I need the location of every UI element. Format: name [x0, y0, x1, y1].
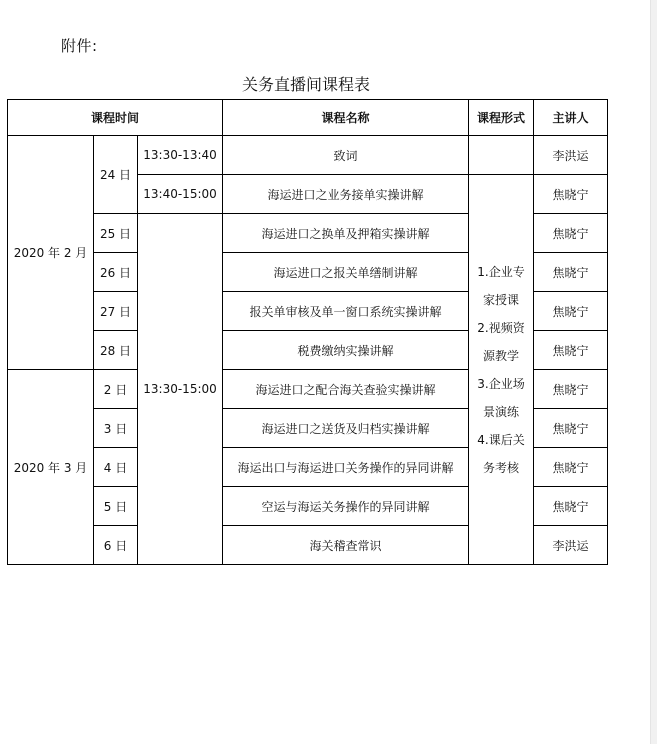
format-line: 源教学 — [483, 348, 520, 363]
month-cell-feb: 2020 年 2 月 — [8, 136, 94, 370]
format-line: 家授课 — [483, 292, 520, 307]
time-cell: 13:40-15:00 — [138, 175, 223, 214]
speaker-cell: 焦晓宁 — [534, 214, 608, 253]
course-format-cell — [469, 175, 534, 565]
time-cell-merged: 13:30-15:00 — [138, 214, 223, 565]
day-cell: 28 日 — [94, 331, 138, 370]
header-course-format: 课程形式 — [469, 100, 534, 136]
course-name-cell: 海运进口之报关单缮制讲解 — [223, 253, 469, 292]
format-line: 3.企业场 — [477, 376, 525, 391]
format-line: 4.课后关 — [477, 432, 525, 447]
course-name-cell: 空运与海运关务操作的异同讲解 — [223, 487, 469, 526]
time-cell: 13:30-13:40 — [138, 136, 223, 175]
month-cell-mar: 2020 年 3 月 — [8, 370, 94, 565]
format-line: 1.企业专 — [477, 264, 525, 279]
header-course-time: 课程时间 — [8, 100, 223, 136]
course-name-cell: 海运出口与海运进口关务操作的异同讲解 — [223, 448, 469, 487]
speaker-cell: 焦晓宁 — [534, 175, 608, 214]
speaker-cell: 焦晓宁 — [534, 370, 608, 409]
course-name-cell: 海运进口之业务接单实操讲解 — [223, 175, 469, 214]
speaker-cell: 焦晓宁 — [534, 448, 608, 487]
course-name-cell: 税费缴纳实操讲解 — [223, 331, 469, 370]
day-cell: 3 日 — [94, 409, 138, 448]
course-name-cell: 海运进口之配合海关查验实操讲解 — [223, 370, 469, 409]
speaker-cell: 焦晓宁 — [534, 409, 608, 448]
day-cell: 25 日 — [94, 214, 138, 253]
page-title: 关务直播间课程表 — [241, 75, 370, 94]
table-row — [8, 136, 608, 175]
header-course-name: 课程名称 — [223, 100, 469, 136]
format-cell-empty — [469, 136, 534, 175]
format-line: 务考核 — [483, 460, 520, 475]
speaker-cell: 焦晓宁 — [534, 487, 608, 526]
speaker-cell: 李洪运 — [534, 136, 608, 175]
course-name-cell: 海运进口之送货及归档实操讲解 — [223, 409, 469, 448]
day-cell: 6 日 — [94, 526, 138, 565]
table-header-row — [8, 100, 608, 136]
speaker-cell: 焦晓宁 — [534, 292, 608, 331]
day-cell: 24 日 — [94, 136, 138, 214]
scrollbar-track[interactable] — [650, 0, 657, 744]
day-cell: 5 日 — [94, 487, 138, 526]
attachment-label: 附件: — [61, 37, 98, 55]
speaker-cell: 焦晓宁 — [534, 331, 608, 370]
day-cell: 4 日 — [94, 448, 138, 487]
header-speaker: 主讲人 — [534, 100, 608, 136]
course-name-cell: 海运进口之换单及押箱实操讲解 — [223, 214, 469, 253]
day-cell: 27 日 — [94, 292, 138, 331]
format-line: 2.视频资 — [477, 320, 525, 335]
format-line: 景演练 — [483, 404, 520, 419]
course-schedule-table — [7, 99, 608, 565]
course-name-cell: 报关单审核及单一窗口系统实操讲解 — [223, 292, 469, 331]
speaker-cell: 李洪运 — [534, 526, 608, 565]
speaker-cell: 焦晓宁 — [534, 253, 608, 292]
course-name-cell: 致词 — [223, 136, 469, 175]
day-cell: 2 日 — [94, 370, 138, 409]
day-cell: 26 日 — [94, 253, 138, 292]
course-name-cell: 海关稽查常识 — [223, 526, 469, 565]
